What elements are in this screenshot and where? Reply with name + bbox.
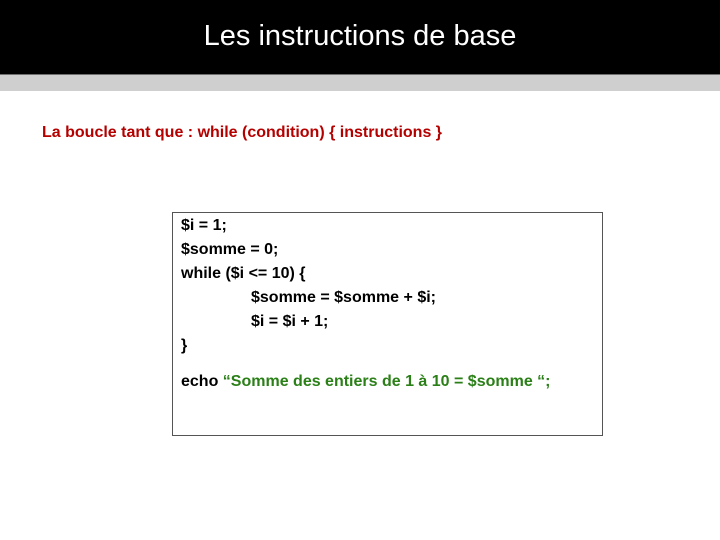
header-divider-band [0, 75, 720, 91]
slide-subtitle: La boucle tant que : while (condition) { instructions } [42, 124, 443, 141]
code-line: $somme = 0; [181, 241, 279, 258]
code-line: $somme = $somme + $i; [251, 289, 436, 306]
slide-title: Les instructions de base [203, 20, 517, 52]
echo-keyword: echo [181, 373, 223, 390]
echo-line [181, 371, 551, 393]
code-line: $i = 1; [181, 217, 227, 234]
code-block [172, 212, 603, 436]
code-line: } [181, 337, 188, 354]
title-bar [0, 0, 720, 75]
code-line: $i = $i + 1; [251, 313, 329, 330]
echo-string: “Somme des entiers de 1 à 10 = $somme “; [222, 373, 551, 390]
code-line: while ($i <= 10) { [181, 265, 306, 282]
